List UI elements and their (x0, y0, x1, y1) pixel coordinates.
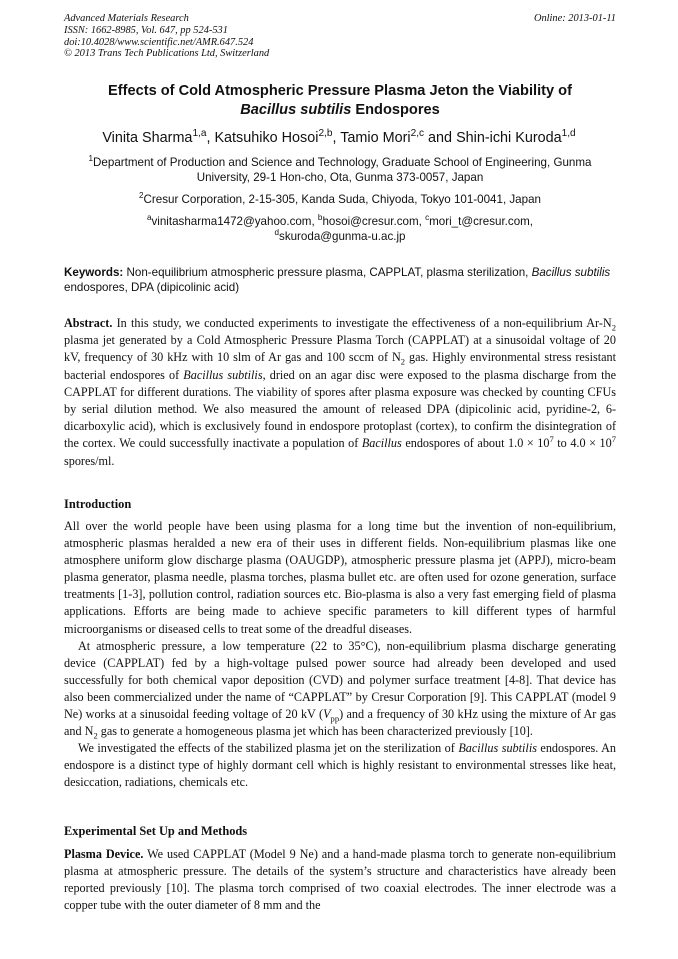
journal-doi: doi:10.4028/www.scientific.net/AMR.647.524 (64, 36, 254, 48)
introduction-body (64, 518, 616, 792)
subscript: 2 (93, 730, 98, 741)
email-list (64, 214, 616, 244)
title-species: Bacillus subtilis (240, 102, 352, 118)
species: Bacillus subtilis (458, 741, 537, 756)
author-sup: 2,c (410, 128, 425, 140)
abstract-text: to 4.0 × 10 (553, 436, 612, 451)
email-sup: b (317, 213, 323, 223)
abstract-text: In this study, we conducted experiments to investigate the effectiveness of a non-equilibrium Ar-N (112, 316, 612, 330)
subscript: 2 (611, 322, 616, 333)
abstract-text: plasma jet generated by a Cold Atmospheric Pressure Plasma Torch (CAPPLAT) at a sinusoidal voltage of 20 kV, frequency of 30 kHz with 10 slm of Ar gas and 100 sccm of N (64, 333, 616, 365)
superscript: 7 (549, 434, 554, 445)
title-line-2 (64, 101, 616, 120)
author-name: Shin-ichi Kuroda (456, 130, 562, 146)
email-sup: d (274, 228, 280, 238)
author-list (40, 129, 638, 147)
affiliation-sup: 2 (139, 191, 144, 201)
section-heading-introduction: Introduction (64, 497, 132, 511)
author-sep: , (332, 130, 341, 146)
paragraph-text: At atmospheric pressure, a low temperature (22 to 35°C), non-equilibrium plasma discharge generating device (CAPPLAT) fed by a high-voltage pulsed power source had already been developed and used successfully for both chemical vapor deposition (CVD) and polymer surface treatment [4-8]. That device has also been commercialized under the name of “CAPPLAT” by Cresur Corporation [9]. This CAPPLAT (model 9 Ne) works at a sinusoidal feeding voltage of 20 kV ( (64, 638, 616, 722)
title-line-2-rest: Endospores (351, 102, 440, 118)
email-link[interactable]: vinitasharma1472@yahoo.com, (151, 215, 318, 228)
author-sup: 1,a (192, 128, 207, 140)
paragraph-text: We investigated the effects of the stabilized plasma jet on the sterilization of (78, 741, 459, 756)
abstract-text: , dried on an agar disc were exposed to the plasma discharge from the CAPPLAT for different durations. The viability of spores after plasma exposure was checked by counting CFUs by serial dilution method. We also measured the amount of released DPA (dipicolinic acid, pyridine-2, 6-dicarboxylic acid), which is exclusively found in endospore protoplast (cortex), to confirm the disintegration of the cortex. We could successfully inactivate a population of (64, 367, 616, 451)
superscript: 7 (611, 434, 616, 445)
subscript: pp (330, 713, 340, 724)
email-sup: a (146, 213, 152, 223)
author-sep: , (206, 130, 215, 146)
author-name: Vinita Sharma (102, 130, 193, 146)
affiliation-1 (64, 155, 616, 185)
author-sup: 2,b (318, 128, 333, 140)
journal-issn: ISSN: 1662-8985, Vol. 647, pp 524-531 (64, 24, 228, 36)
paragraph (64, 846, 616, 914)
abstract-genus: Bacillus (361, 436, 402, 451)
keywords-text: Non-equilibrium atmospheric pressure plasma, CAPPLAT, plasma sterilization, (123, 266, 532, 279)
subscript: 2 (400, 356, 406, 367)
journal-copyright: © 2013 Trans Tech Publications Ltd, Switzerland (64, 48, 270, 60)
author-name: Tamio Mori (340, 130, 411, 146)
abstract-text: endospores of about 1.0 × 10 (401, 436, 550, 451)
paragraph-text: ) and a frequency of 30 kHz using the mixture of Ar gas and N (64, 707, 616, 739)
author-sep: and (424, 130, 457, 146)
affiliation-text: Cresur Corporation, 2-15-305, Kanda Suda, Chiyoda, Tokyo 101-0041, Japan (143, 193, 541, 206)
online-date: Online: 2013-01-11 (533, 13, 616, 24)
affiliation-text: Department of Production and Science and Technology, Graduate School of Engineering, Gunma University, 29-1 Hon-cho, Ota, Gunma 373-0057, Japan (93, 156, 592, 184)
paragraph-text: endospores. An endospore is a distinct type of highly dormant cell which is highly resistant to environmental stresses like heat, desiccation, radiations, chemicals etc. (64, 741, 616, 790)
keywords (64, 265, 616, 295)
journal-name: Advanced Materials Research (64, 13, 189, 24)
affiliation-2 (64, 192, 616, 207)
methods-body (64, 846, 616, 914)
author-name: Katsuhiko Hosoi (214, 130, 319, 146)
paragraph (64, 638, 616, 741)
keywords-italic: Bacillus subtilis (531, 266, 611, 279)
abstract-text: spores/ml. (64, 453, 115, 468)
journal-header (64, 13, 616, 60)
email-link[interactable]: hosoi@cresur.com, (322, 215, 426, 228)
keywords-label: Keywords: (64, 266, 124, 279)
abstract (64, 315, 616, 470)
subsection-label: Plasma Device. (64, 847, 144, 861)
author-sup: 1,d (561, 128, 576, 140)
paragraph (64, 740, 616, 791)
symbol: V (323, 707, 331, 722)
paragraph-text: We used CAPPLAT (Model 9 Ne) and a hand-made plasma torch to generate non-equilibrium plasma at atmospheric pressure. The details of the system’s structure and characteristics have already been reported previously [10]. The plasma torch comprised of two coaxial electrodes. The inner electrode was a copper tube with the outer diameter of 8 mm and the (64, 847, 616, 913)
affiliation-sup: 1 (88, 154, 94, 164)
keywords-text: endospores, DPA (dipicolinic acid) (64, 281, 240, 294)
email-sup: c (425, 213, 430, 223)
abstract-species: Bacillus subtilis (183, 367, 263, 382)
title-line-1: Effects of Cold Atmospheric Pressure Plasma Jeton the Viability of (108, 83, 572, 99)
abstract-text: gas. Highly environmental stress resistant bacterial endospores of (64, 350, 616, 382)
paper-title (64, 82, 616, 120)
paragraph: All over the world people have been using plasma for a long time but the invention of non-equilibrium, atmospheric plasmas heralded a new era of their uses in different fields. Non-equilibrium plasmas like one atmosphere uniform glow discharge plasma (OAUGDP), atmospheric pressure plasma jet (APPJ), micro-beam plasma generator, plasma needle, plasma torches, plasma bullet etc. are often used for ozone generation, surface treatments [1-3], pollution control, radiation sources etc. Bio-plasma is also a very fast emerging field of plasma applications. Efforts are being made to achieve specific parameters to kill different types of harmful microorganisms or diseased cells to treat some of the dreadful diseases. (64, 519, 616, 636)
paragraph-text: gas to generate a homogeneous plasma jet which has been characterized previously [10]. (97, 724, 533, 739)
email-link[interactable]: mori_t@cresur.com, (429, 215, 534, 228)
abstract-label: Abstract. (64, 316, 113, 330)
email-link[interactable]: skuroda@gunma-u.ac.jp (279, 230, 406, 243)
section-heading-methods: Experimental Set Up and Methods (64, 824, 248, 838)
